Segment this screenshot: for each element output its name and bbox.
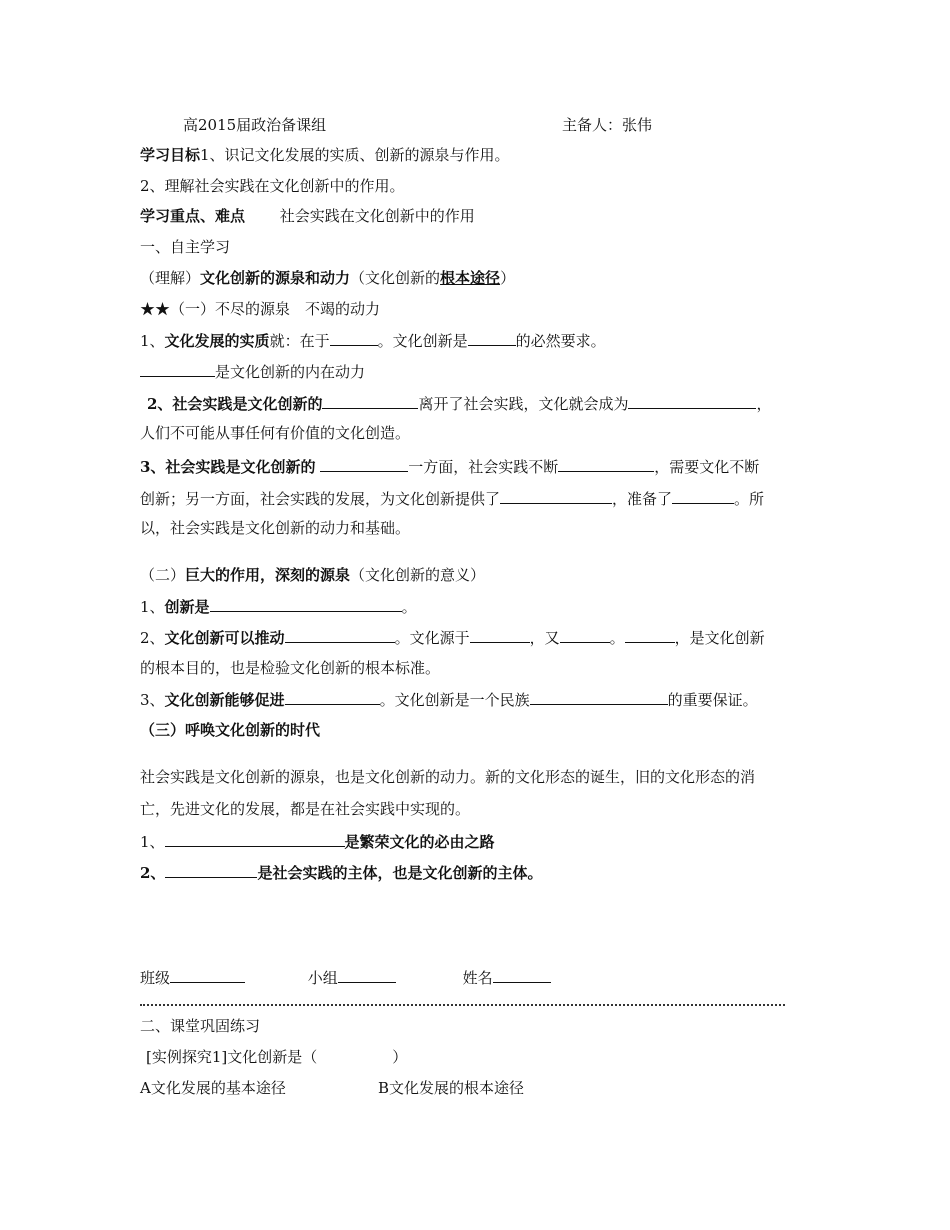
q1-bold: 文化发展的实质 (164, 332, 270, 350)
s2q2-line (140, 627, 765, 648)
section2-title: 二、课堂巩固练习 (140, 1017, 261, 1035)
blank[interactable] (672, 488, 734, 504)
q3-line2a: 创新；另一方面，社会实践的发展，为文化创新提供了 (140, 490, 501, 508)
s3q1-bold: 是繁荣文化的必由之路 (344, 833, 495, 851)
q3-line (140, 456, 759, 477)
focus-text: 社会实践在文化创新中的作用 (279, 207, 475, 225)
q1b-text: 是文化创新的内在动力 (215, 363, 366, 381)
topic-underlined: 根本途径 (440, 269, 501, 287)
blank[interactable] (285, 627, 395, 643)
blank[interactable] (320, 456, 408, 472)
blank[interactable] (165, 862, 257, 878)
name-field[interactable] (493, 967, 551, 983)
s2q1-end: 。 (401, 598, 417, 616)
topic-paren-open: （文化创新的 (350, 269, 441, 287)
topic-paren-close: ） (500, 269, 516, 287)
sub2-suffix: （文化创新的意义） (350, 566, 486, 584)
subsection-3-title: （三）呼唤文化创新的时代 (140, 721, 321, 739)
goals-line2: 2、理解社会实践在文化创新中的作用。 (140, 177, 405, 195)
name-label: 姓名 (462, 969, 493, 987)
blank[interactable] (470, 627, 530, 643)
s2q2-line2: 的根本目的，也是检验文化创新的根本标准。 (140, 659, 441, 677)
s3q1-num: 1、 (140, 833, 165, 851)
q3-bold: 3、社会实践是文化创新的 (140, 458, 316, 476)
blank[interactable] (165, 831, 345, 847)
s2q2-c: 。 (609, 629, 625, 647)
section1-title: 一、自主学习 (140, 238, 231, 256)
s2q3-b: 的重要保证。 (667, 691, 758, 709)
subsection-1-title (140, 299, 380, 319)
section2-q1: [实例探究1]文化创新是（ ） (146, 1048, 408, 1066)
q2-line (147, 393, 771, 414)
q1-num: 1、 (140, 332, 165, 350)
q3-line2b: ，准备了 (612, 490, 673, 508)
q1-b: 。文化创新是 (377, 332, 468, 350)
subsection-2-title (140, 565, 485, 585)
q2-cont: 人们不可能从事任何有价值的文化创造。 (140, 424, 411, 442)
goals-label: 学习目标 (140, 146, 201, 164)
topic-line (140, 268, 515, 288)
q3-line2c: 。所 (734, 490, 765, 508)
subsection-1-text: （一）不尽的源泉 不竭的动力 (170, 300, 381, 318)
header-group: 高2015届政治备课组 (183, 116, 327, 134)
s2q2-b: ，又 (529, 629, 560, 647)
option-b: B文化发展的根本途径 (378, 1079, 525, 1097)
q1-line (140, 330, 606, 351)
q1b-line (140, 361, 365, 382)
blank[interactable] (500, 488, 612, 504)
s2q2-num: 2、 (140, 629, 165, 647)
blank[interactable] (558, 456, 654, 472)
goals-item1: 1、识记文化发展的实质、创新的源泉与作用。 (200, 146, 510, 164)
sub2-bold: 巨大的作用，深刻的源泉 (185, 566, 351, 584)
s2q3-line (140, 689, 758, 710)
blank[interactable] (628, 393, 756, 409)
student-info (140, 967, 551, 988)
s3q1-line (140, 831, 495, 852)
focus-label: 学习重点、难点 (140, 207, 246, 225)
cut-line-divider (140, 1004, 785, 1006)
header-preparer: 主备人：张伟 (562, 116, 653, 134)
q2-bold: 2、社会实践是文化创新的 (147, 395, 323, 413)
s2q3-num: 3、 (140, 691, 165, 709)
s2q1-num: 1、 (140, 598, 165, 616)
s2q1-line (140, 596, 417, 617)
blank[interactable] (140, 361, 215, 377)
q1-c: 的必然要求。 (515, 332, 606, 350)
blank[interactable] (560, 627, 610, 643)
s2q2-bold: 文化创新可以推动 (164, 629, 285, 647)
topic-bold: 文化创新的源泉和动力 (200, 269, 351, 287)
blank[interactable] (285, 689, 380, 705)
s3q2-bold: 是社会实践的主体，也是文化创新的主体。 (257, 864, 543, 882)
s2q3-bold: 文化创新能够促进 (164, 691, 285, 709)
blank[interactable] (322, 393, 418, 409)
s2q2-d: ，是文化创新 (674, 629, 765, 647)
blank[interactable] (210, 596, 402, 612)
blank[interactable] (530, 689, 668, 705)
s2q2-a: 。文化源于 (394, 629, 470, 647)
blank[interactable] (330, 330, 378, 346)
class-label: 班级 (140, 969, 171, 987)
sub2-prefix: （二） (140, 566, 186, 584)
q2-a: 离开了社会实践，文化就会成为 (418, 395, 629, 413)
topic-prefix: （理解） (140, 269, 201, 287)
group-label: 小组 (307, 969, 338, 987)
q3-a: 一方面，社会实践不断 (408, 458, 559, 476)
option-a: A文化发展的基本途径 (140, 1079, 286, 1097)
q1-a: 就：在于 (269, 332, 330, 350)
para-line2: 亡，先进文化的发展，都是在社会实践中实现的。 (140, 800, 471, 818)
star-icon: ★★ (140, 300, 171, 318)
blank[interactable] (468, 330, 516, 346)
goals-line1 (140, 145, 510, 165)
para-line1: 社会实践是文化创新的源泉，也是文化创新的动力。新的文化形态的诞生，旧的文化形态的消 (140, 768, 756, 786)
s3q2-num: 2、 (140, 864, 166, 882)
q3-line3: 以，社会实践是文化创新的动力和基础。 (140, 519, 411, 537)
class-field[interactable] (170, 967, 245, 983)
s3q2-line (140, 862, 542, 883)
s2q3-a: 。文化创新是一个民族 (379, 691, 530, 709)
s2q1-bold: 创新是 (164, 598, 210, 616)
blank[interactable] (625, 627, 675, 643)
focus-line (140, 206, 475, 226)
q3-line2 (140, 488, 764, 509)
q3-b: ，需要文化不断 (654, 458, 760, 476)
q2-b: ， (756, 395, 772, 413)
group-field[interactable] (338, 967, 396, 983)
